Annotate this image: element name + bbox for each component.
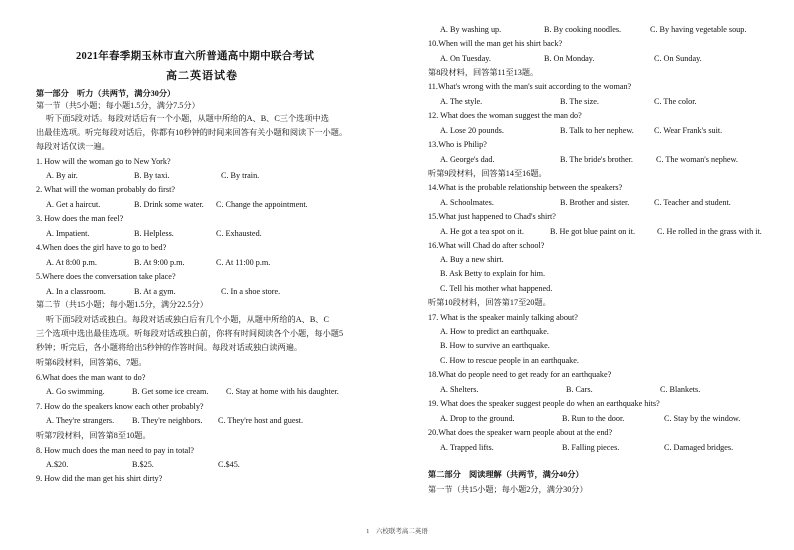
q11-option-a: A. The style. <box>440 97 483 106</box>
q10-option-b: B. On Monday. <box>544 54 595 63</box>
q16-option-c: C. Tell his mother what happened. <box>440 284 553 293</box>
q7-option-c: C. They're host and guest. <box>218 416 304 425</box>
question-9: 9. How did the man get his shirt dirty? <box>36 474 163 483</box>
q3-option-b: B. Helpless. <box>134 229 174 238</box>
question-1: 1. How will the woman go to New York? <box>36 157 171 166</box>
material-6-heading: 听第6段材料，回答第6、7题。 <box>36 358 147 367</box>
question-15: 15.What just happened to Chad's shirt? <box>428 212 556 221</box>
question-3: 3. How does the man feel? <box>36 214 124 223</box>
q1-option-c: C. By train. <box>221 171 260 180</box>
q17-option-b: B. How to survive an earthquake. <box>440 341 550 350</box>
q6-option-c: C. Stay at home with his daughter. <box>226 387 339 396</box>
q2-option-a: A. Get a haircut. <box>46 200 101 209</box>
part2-heading: 第二部分 阅读理解（共两节，满分40分） <box>428 470 584 479</box>
material-8-heading: 第8段材料，回答第11至13题。 <box>428 68 539 77</box>
q1-option-b: B. By taxi. <box>134 171 170 180</box>
q16-option-b: B. Ask Betty to explain for him. <box>440 269 546 278</box>
q9-option-b: B. By cooking noodles. <box>544 25 622 34</box>
page-footer: 1 六校联考高二英语 <box>366 528 428 535</box>
q11-option-b: B. The size. <box>560 97 599 106</box>
q6-option-a: A. Go swimming. <box>46 387 105 396</box>
section2-instruction: 三个选项中选出最佳选项。听每段对话或独白前，你将有时间阅读各个小题，每小题5 <box>36 329 344 338</box>
q19-option-c: C. Stay by the window. <box>664 414 741 423</box>
q10-option-c: C. On Sunday. <box>654 54 702 63</box>
question-17: 17. What is the speaker mainly talking about? <box>428 313 578 322</box>
q15-option-b: B. He got blue paint on it. <box>550 227 636 236</box>
q12-option-a: A. Lose 20 pounds. <box>440 126 504 135</box>
q5-option-b: B. At a gym. <box>134 287 176 296</box>
section2-heading: 第二节（共15小题；每小题1.5分，满分22.5分） <box>36 300 208 309</box>
q18-option-c: C. Blankets. <box>660 385 701 394</box>
question-8: 8. How much does the man need to pay in total? <box>36 446 195 455</box>
question-11: 11.What's wrong with the man's suit according to the woman? <box>428 82 632 91</box>
q13-option-a: A. George's dad. <box>440 155 495 164</box>
question-4: 4.When does the girl have to go to bed? <box>36 243 167 252</box>
q5-option-a: A. In a classroom. <box>46 287 106 296</box>
q20-option-c: C. Damaged bridges. <box>664 443 734 452</box>
section1-heading: 第一节（共5小题；每小题1.5分，满分7.5分） <box>36 101 200 110</box>
q15-option-c: C. He rolled in the grass with it. <box>657 227 762 236</box>
q14-option-a: A. Schoolmates. <box>440 198 494 207</box>
q17-option-a: A. How to predict an earthquake. <box>440 327 549 336</box>
question-10: 10.When will the man get his shirt back? <box>428 39 563 48</box>
q17-option-c: C. How to rescue people in an earthquake. <box>440 356 579 365</box>
q12-option-c: C. Wear Frank's suit. <box>654 126 723 135</box>
q2-option-b: B. Drink some water. <box>134 200 204 209</box>
section2-instruction: 听下面5段对话或独白。每段对话或独白后有几个小题，从题中所给的A、B、C <box>46 315 329 324</box>
q3-option-c: C. Exhausted. <box>216 229 262 238</box>
q2-option-c: C. Change the appointment. <box>216 200 308 209</box>
q8-option-c: C.$45. <box>218 460 240 469</box>
part1-heading: 第一部分 听力（共两节，满分30分） <box>36 89 176 98</box>
question-12: 12. What does the woman suggest the man do? <box>428 111 582 120</box>
q16-option-a: A. Buy a new shirt. <box>440 255 504 264</box>
q13-option-b: B. The bride's brother. <box>560 155 633 164</box>
question-20: 20.What does the speaker warn people about at the end? <box>428 428 613 437</box>
section1-instruction: 出最佳选项。听完每段对话后，你都有10秒钟的时间来回答有关小题和阅读下一小题。 <box>36 128 348 137</box>
question-13: 13.Who is Philip? <box>428 140 487 149</box>
q13-option-c: C. The woman's nephew. <box>656 155 738 164</box>
q15-option-a: A. He got a tea spot on it. <box>440 227 524 236</box>
q10-option-a: A. On Tuesday. <box>440 54 491 63</box>
part2-section1-heading: 第一节（共15小题；每小题2分，满分30分） <box>428 485 588 494</box>
question-14: 14.What is the probable relationship between the speakers? <box>428 183 623 192</box>
q11-option-c: C. The color. <box>654 97 697 106</box>
q5-option-c: C. In a shoe store. <box>221 287 281 296</box>
question-7: 7. How do the speakers know each other probably? <box>36 402 204 411</box>
material-10-heading: 听第10段材料，回答第17至20题。 <box>428 298 551 307</box>
q19-option-b: B. Run to the door. <box>562 414 625 423</box>
q1-option-a: A. By air. <box>46 171 78 180</box>
q6-option-b: B. Get some ice cream. <box>132 387 209 396</box>
q18-option-a: A. Shelters. <box>440 385 479 394</box>
section1-instruction: 每段对话仅读一遍。 <box>36 142 110 151</box>
q7-option-b: B. They're neighbors. <box>132 416 203 425</box>
question-6: 6.What does the man want to do? <box>36 373 146 382</box>
question-18: 18.What do people need to get ready for an earthquake? <box>428 370 612 379</box>
question-19: 19. What does the speaker suggest people do when an earthquake hits? <box>428 399 660 408</box>
q8-option-a: A.$20. <box>46 460 69 469</box>
question-16: 16.What will Chad do after school? <box>428 241 545 250</box>
section2-instruction: 秒钟；听完后，各小题将给出5秒钟的作答时间。每段对话或独白读两遍。 <box>36 343 303 352</box>
question-2: 2. What will the woman probably do first? <box>36 185 176 194</box>
exam-title: 2021年春季期玉林市直六所普通高中期中联合考试 <box>76 51 315 62</box>
q18-option-b: B. Cars. <box>566 385 593 394</box>
q4-option-a: A. At 8:00 p.m. <box>46 258 97 267</box>
question-5: 5.Where does the conversation take place? <box>36 272 176 281</box>
material-9-heading: 听第9段材料，回答第14至16题。 <box>428 169 547 178</box>
q4-option-c: C. At 11:00 p.m. <box>216 258 271 267</box>
q19-option-a: A. Drop to the ground. <box>440 414 515 423</box>
q7-option-a: A. They're strangers. <box>46 416 115 425</box>
q14-option-b: B. Brother and sister. <box>560 198 630 207</box>
q12-option-b: B. Talk to her nephew. <box>560 126 634 135</box>
q9-option-a: A. By washing up. <box>440 25 502 34</box>
q20-option-a: A. Trapped lifts. <box>440 443 494 452</box>
q3-option-a: A. Impatient. <box>46 229 90 238</box>
material-7-heading: 听第7段材料，回答第8至10题。 <box>36 431 151 440</box>
exam-subtitle: 高二英语试卷 <box>166 70 238 82</box>
q4-option-b: B. At 9:00 p.m. <box>134 258 185 267</box>
q20-option-b: B. Falling pieces. <box>562 443 620 452</box>
q14-option-c: C. Teacher and student. <box>654 198 731 207</box>
section1-instruction: 听下面5段对话。每段对话后有一个小题，从题中所给的A、B、C三个选项中选 <box>46 114 329 123</box>
q9-option-c: C. By having vegetable soup. <box>650 25 747 34</box>
q8-option-b: B.$25. <box>132 460 154 469</box>
